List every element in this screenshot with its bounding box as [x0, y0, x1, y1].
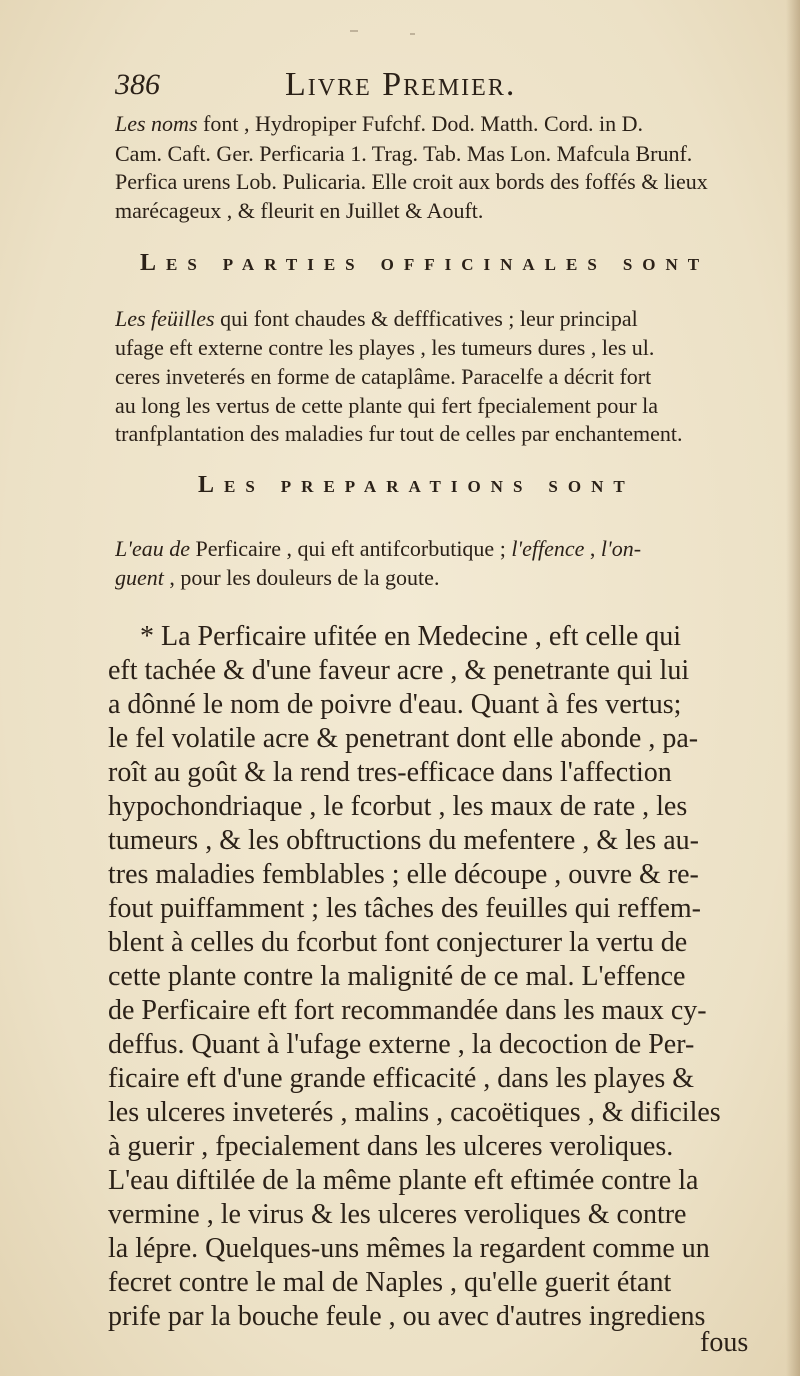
- ink-speck: [350, 30, 358, 32]
- preparations-essence: l'effence: [511, 536, 585, 561]
- body-line: L'eau diftilée de la même plante eft eftimée contre la: [108, 1165, 699, 1196]
- page-edge-shadow: [786, 0, 800, 1376]
- body-line: blent à celles du fcorbut font conjecturer la vertu de: [108, 927, 688, 958]
- parts-line-4: au long les vertus de cette plante qui fert fpecialement pour la: [115, 393, 659, 418]
- page-number: 386: [115, 68, 160, 101]
- body-line: à guerir , fpecialement dans les ulceres veroliques.: [108, 1131, 674, 1162]
- body-line: * La Perficaire ufitée en Medecine , eft celle qui: [140, 621, 682, 652]
- preparations-mid: Perficaire , qui eft antifcorbutique ;: [189, 536, 512, 561]
- body-line: tres maladies femblables ; elle découpe , ouvre & re-: [108, 859, 699, 890]
- body-line: cette plante contre la malignité de ce mal. L'effence: [108, 961, 686, 992]
- ink-speck: [410, 33, 415, 35]
- names-line-1: [115, 108, 643, 140]
- parts-lead: Les feüilles: [115, 306, 215, 331]
- running-title: Livre Premier.: [285, 66, 517, 103]
- heading-parties: Les parties officinales sont: [140, 250, 710, 276]
- body-line: a dônné le nom de poivre d'eau. Quant à fes vertus;: [108, 689, 682, 720]
- preparations-line-2-text: , pour les douleurs de la goute.: [163, 565, 440, 590]
- body-line: la lépre. Quelques-uns mêmes la regardent comme un: [108, 1233, 710, 1264]
- names-line-2: Cam. Caft. Ger. Perficaria 1. Trag. Tab. Mas Lon. Mafcula Brunf.: [115, 141, 693, 166]
- body-line: fecret contre le mal de Naples , qu'elle guerit étant: [108, 1267, 672, 1298]
- body-line: de Perficaire eft fort recommandée dans les maux cy-: [108, 995, 707, 1026]
- body-line: le fel volatile acre & penetrant dont elle abonde , pa-: [108, 723, 699, 754]
- body-line: prife par la bouche feule , ou avec d'autres ingrediens: [108, 1301, 706, 1332]
- names-lead: Les noms: [115, 111, 198, 136]
- names-line-4: marécageux , & fleurit en Juillet & Aouft.: [115, 198, 484, 223]
- names-line-1-text: font , Hydropiper Fufchf. Dod. Matth. Cord. in D.: [197, 111, 643, 136]
- body-line: vermine , le virus & les ulceres veroliques & contre: [108, 1199, 687, 1230]
- parts-line-5: tranfplantation des maladies fur tout de celles par enchantement.: [115, 421, 683, 446]
- page-header: [115, 62, 775, 112]
- preparations-sep: ,: [584, 536, 601, 561]
- parts-line-3: ceres inveterés en forme de cataplâme. Paracelfe a décrit fort: [115, 364, 652, 389]
- preparations-lead: L'eau de: [115, 536, 190, 561]
- body-line: eft tachée & d'une faveur acre , & penetrante qui lui: [108, 655, 690, 686]
- parts-line-1-text: qui font chaudes & deffficatives ; leur principal: [214, 306, 638, 331]
- parts-line-1: [115, 303, 638, 335]
- names-line-3: Perfica urens Lob. Pulicaria. Elle croit aux bords des foffés & lieux: [115, 169, 708, 194]
- preparations-line-1: [115, 533, 641, 565]
- preparations-line-2: [115, 562, 439, 594]
- catchword: fous: [700, 1327, 749, 1358]
- body-line: les ulceres inveterés , malins , cacoëtiques , & dificiles: [108, 1097, 721, 1128]
- body-line: roît au goût & la rend tres-efficace dans l'affection: [108, 757, 672, 788]
- body-line: fout puiffamment ; les tâches des feuilles qui reffem-: [108, 893, 702, 924]
- preparations-guent: guent: [115, 565, 164, 590]
- body-line: ficaire eft d'une grande efficacité , dans les playes &: [108, 1063, 695, 1094]
- body-line: hypochondriaque , le fcorbut , les maux de rate , les: [108, 791, 688, 822]
- parts-line-2: ufage eft externe contre les playes , les tumeurs dures , les ul.: [115, 335, 655, 360]
- body-line: deffus. Quant à l'ufage externe , la decoction de Per-: [108, 1029, 695, 1060]
- preparations-onguent-start: l'on-: [600, 536, 642, 561]
- heading-preparations: Les preparations sont: [198, 472, 635, 498]
- body-line: tumeurs , & les obftructions du mefentere , & les au-: [108, 825, 699, 856]
